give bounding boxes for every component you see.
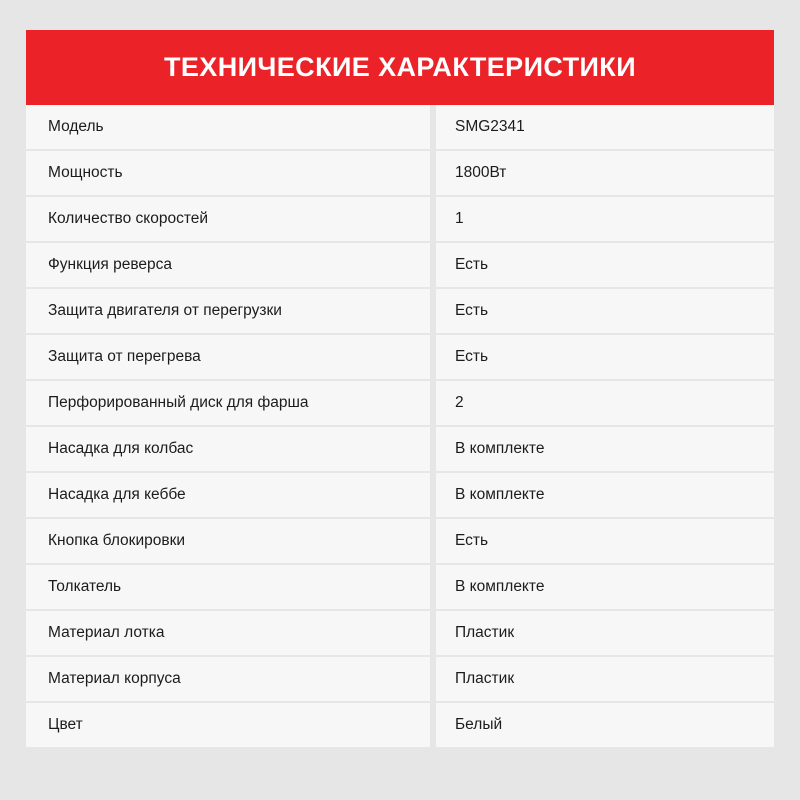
spec-name-cell: Толкатель <box>26 565 430 609</box>
table-row <box>26 473 774 519</box>
spec-value-cell: Пластик <box>436 611 774 655</box>
spec-name-cell: Защита двигателя от перегрузки <box>26 289 430 333</box>
spec-name-cell: Кнопка блокировки <box>26 519 430 563</box>
spec-name-cell: Функция реверса <box>26 243 430 287</box>
spec-name-cell: Материал лотка <box>26 611 430 655</box>
spec-value-cell: Есть <box>436 289 774 333</box>
spec-name-cell: Мощность <box>26 151 430 195</box>
specifications-header <box>26 30 774 105</box>
spec-value-cell: 1800Вт <box>436 151 774 195</box>
spec-name-cell: Насадка для кеббе <box>26 473 430 517</box>
spec-value-cell: В комплекте <box>436 565 774 609</box>
specifications-table <box>26 105 774 749</box>
table-row <box>26 105 774 151</box>
spec-name-cell: Материал корпуса <box>26 657 430 701</box>
table-row <box>26 381 774 427</box>
spec-value-cell: Есть <box>436 335 774 379</box>
spec-value-cell: В комплекте <box>436 473 774 517</box>
table-row <box>26 611 774 657</box>
spec-name-cell: Цвет <box>26 703 430 747</box>
spec-name-cell: Насадка для колбас <box>26 427 430 471</box>
spec-name-cell: Модель <box>26 105 430 149</box>
table-row <box>26 565 774 611</box>
table-row <box>26 335 774 381</box>
spec-value-cell: Есть <box>436 519 774 563</box>
table-row <box>26 519 774 565</box>
table-row <box>26 657 774 703</box>
table-row <box>26 151 774 197</box>
table-row <box>26 427 774 473</box>
spec-value-cell: Пластик <box>436 657 774 701</box>
spec-name-cell: Защита от перегрева <box>26 335 430 379</box>
table-row <box>26 197 774 243</box>
spec-value-cell: В комплекте <box>436 427 774 471</box>
spec-value-cell: 1 <box>436 197 774 241</box>
spec-value-cell: SMG2341 <box>436 105 774 149</box>
table-row <box>26 289 774 335</box>
spec-name-cell: Перфорированный диск для фарша <box>26 381 430 425</box>
spec-name-cell: Количество скоростей <box>26 197 430 241</box>
spec-value-cell: Есть <box>436 243 774 287</box>
spec-value-cell: 2 <box>436 381 774 425</box>
spec-value-cell: Белый <box>436 703 774 747</box>
specifications-sheet <box>26 30 774 770</box>
page-title: ТЕХНИЧЕСКИЕ ХАРАКТЕРИСТИКИ <box>163 52 636 82</box>
table-row <box>26 243 774 289</box>
table-row <box>26 703 774 749</box>
